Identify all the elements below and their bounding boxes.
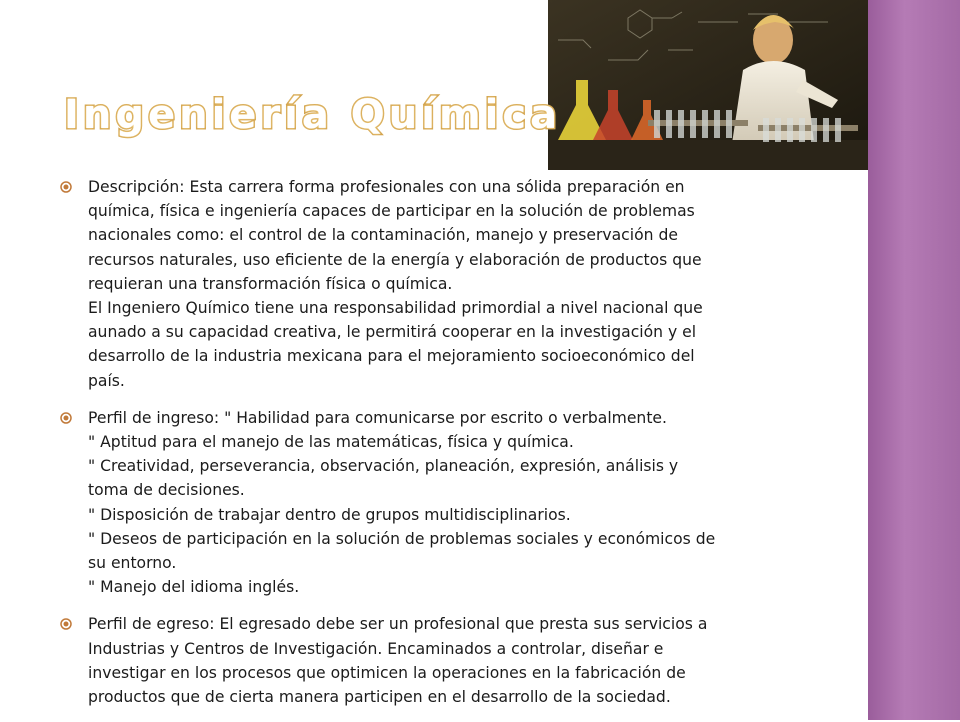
bullet-line: nacionales como: el control de la contaminación, manejo y preservación de (88, 226, 678, 245)
bullet-line: Industrias y Centros de Investigación. Encaminados a controlar, diseñar e (88, 639, 664, 658)
bullet-line: Perfil de ingreso: " Habilidad para comunicarse por escrito o verbalmente. (88, 408, 667, 427)
decorative-side-band (868, 0, 960, 720)
bullet-line: país. (88, 371, 125, 390)
slide-title: Ingeniería Química (64, 92, 562, 138)
bullet-line: recursos naturales, uso eficiente de la energía y elaboración de productos que (88, 250, 702, 269)
bullet-line: " Manejo del idioma inglés. (88, 578, 300, 597)
bullet-line: requieran una transformación física o química. (88, 274, 453, 293)
bullet-line: Descripción: Esta carrera forma profesionales con una sólida preparación en (88, 178, 685, 196)
bullet-line: toma de decisiones. (88, 481, 245, 500)
bullet-line: " Aptitud para el manejo de las matemáticas, física y química. (88, 433, 574, 452)
bullet-line: " Disposición de trabajar dentro de grupos multidisciplinarios. (88, 505, 571, 524)
bullet-marker-icon (60, 181, 72, 193)
bullet-line: productos que de cierta manera participen en el desarrollo de la sociedad. (88, 688, 671, 707)
bullet-list (60, 175, 780, 722)
bullet-descripcion (60, 175, 780, 393)
bullet-line: " Creatividad, perseverancia, observación, planeación, expresión, análisis y (88, 457, 679, 476)
bullet-line: investigar en los procesos que optimicen la operaciones en la fabricación de (88, 663, 686, 682)
bullet-perfil-ingreso (60, 406, 780, 600)
bullet-line: El Ingeniero Químico tiene una responsabilidad primordial a nivel nacional que (88, 299, 703, 318)
bullet-line: aunado a su capacidad creativa, le permitirá cooperar en la investigación y el (88, 323, 697, 342)
bullet-line: Perfil de egreso: El egresado debe ser un profesional que presta sus servicios a (88, 615, 708, 634)
bullet-marker-icon (60, 412, 72, 424)
bullet-line: " Deseos de participación en la solución de problemas sociales y económicos de (88, 529, 716, 548)
bullet-line: química, física e ingeniería capaces de participar en la solución de problemas (88, 202, 695, 221)
bullet-perfil-egreso (60, 612, 780, 709)
chemistry-lab-photo (548, 0, 868, 170)
bullet-marker-icon (60, 618, 72, 630)
bullet-line: desarrollo de la industria mexicana para el mejoramiento socioeconómico del (88, 347, 695, 366)
bullet-line: su entorno. (88, 554, 177, 573)
